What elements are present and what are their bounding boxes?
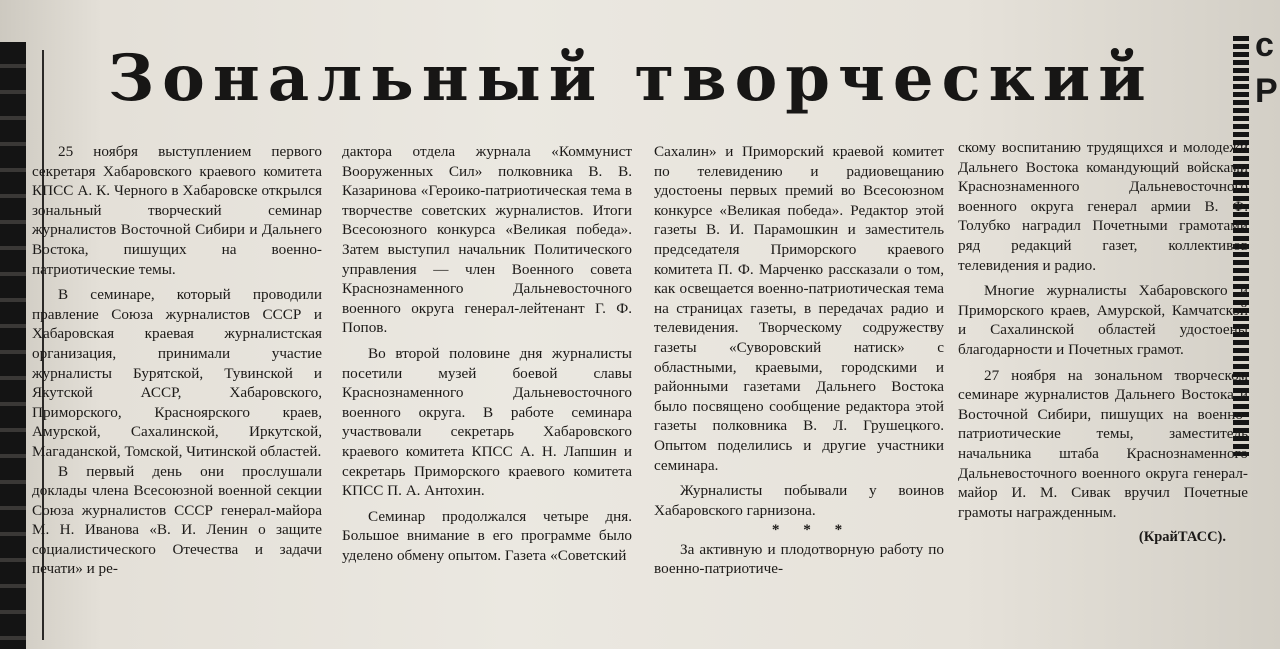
paragraph: Многие журналисты Хабаровского и Приморского краев, Амурской, Камчатской и Сахалинской областей удостоены благодарности и Почетных грамот.: [958, 282, 1248, 358]
section-separator: * * *: [771, 521, 853, 539]
paragraph: В семинаре, который проводили правление Союза журналистов СССР и Хабаровская краевая журналистская организация, принимали участие журналисты Бурятской, Тувинской и Якутской АССР, Хабаровского, Приморского, Красноярского краев, Амурской, Сахалинской, Иркутской, Магаданской, Томской, Читинской областей.: [32, 286, 322, 460]
paragraph: Семинар продолжался четыре дня. Большое внимание в его программе было уделено обмену опытом. Газета «Советский: [342, 507, 632, 564]
agency-signature: (КрайТАСС).: [1138, 529, 1226, 546]
article-headline: Зональный творческий: [108, 41, 1154, 116]
paragraph: Во второй половине дня журналисты посетили музей боевой славы Краснознаменного Дальневосточного военного округа. В работе семинара участвовали секретарь Хабаровского краевого комитета КПСС А. Н. Лапшин и секретарь Приморского краевого комитета КПСС П. А. Антохин.: [342, 344, 632, 500]
paragraph: дактора отдела журнала «Коммунист Вооруженных Сил» полковника В. В. Казаринова «Героико-патриотическая тема в творчестве советских журналистов. Итоги Всесоюзного конкурса «Великая победа». Затем выступил начальник Политического управления — член Военного совета Краснознаменного Дальневосточного военного округа генерал-лейтенант Г. Ф. Попов.: [342, 143, 632, 337]
left-column-edge: [0, 42, 26, 649]
paragraph: В первый день они прослушали доклады члена Всесоюзной военной секции Союза журналистов СССР генерал-майора М. Н. Иванова «В. И. Ленин о защите социалистического Отечества и задачи печати» и ре-: [32, 462, 322, 578]
adjacent-headline-fragment: с Р: [1255, 26, 1278, 110]
article-column-1: [32, 142, 322, 579]
paragraph: За активную и плодотворную работу по военно-патриотиче-: [654, 540, 944, 578]
paragraph: 27 ноября на зональном творческом семинаре журналистов Дальнего Востока и Восточной Сибири, пишущих на военно-патриотические темы, заместитель начальника штаба Краснознаменного Дальневосточного военного округа генерал-майор И. М. Сивак вручил Почетные грамоты награжденным.: [958, 366, 1248, 521]
paragraph: скому воспитанию трудящихся и молодежи Дальнего Востока командующий войсками Краснознаменного Дальневосточного военного округа генерал армии В. Ф. Толубко наградил Почетными грамотами ряд редакций газет, коллективов телевидения и радио.: [958, 139, 1248, 274]
article-column-3: [654, 142, 944, 579]
paragraph: Сахалин» и Приморский краевой комитет по телевидению и радиовещанию удостоены первых премий во Всесоюзном конкурсе «Великая победа». Редактор этой газеты В. И. Парамошкин и заместитель председателя Приморского краевого комитета П. Ф. Марченко рассказали о том, как освещается военно-патриотическая тема на страницах газеты, в передачах радио и телевидения. Творческому содружеству газеты «Суворовский натиск» с областными, краевыми, городскими и районными газетами Дальнего Востока было посвящено сообщение редактора этой газеты полковника В. Л. Грушецкого. Опытом поделились и другие участники семинара.: [654, 143, 944, 474]
article-column-2: [342, 142, 632, 565]
article-column-4: [958, 138, 1248, 548]
paragraph: Журналисты побывали у воинов Хабаровского гарнизона.: [654, 482, 944, 519]
paragraph: 25 ноября выступлением первого секретаря Хабаровского краевого комитета КПСС А. К. Черного в Хабаровске открылся зональный творческий семинар журналистов Восточной Сибири и Дальнего Востока, пишущих на военно-патриотические темы.: [32, 143, 322, 278]
